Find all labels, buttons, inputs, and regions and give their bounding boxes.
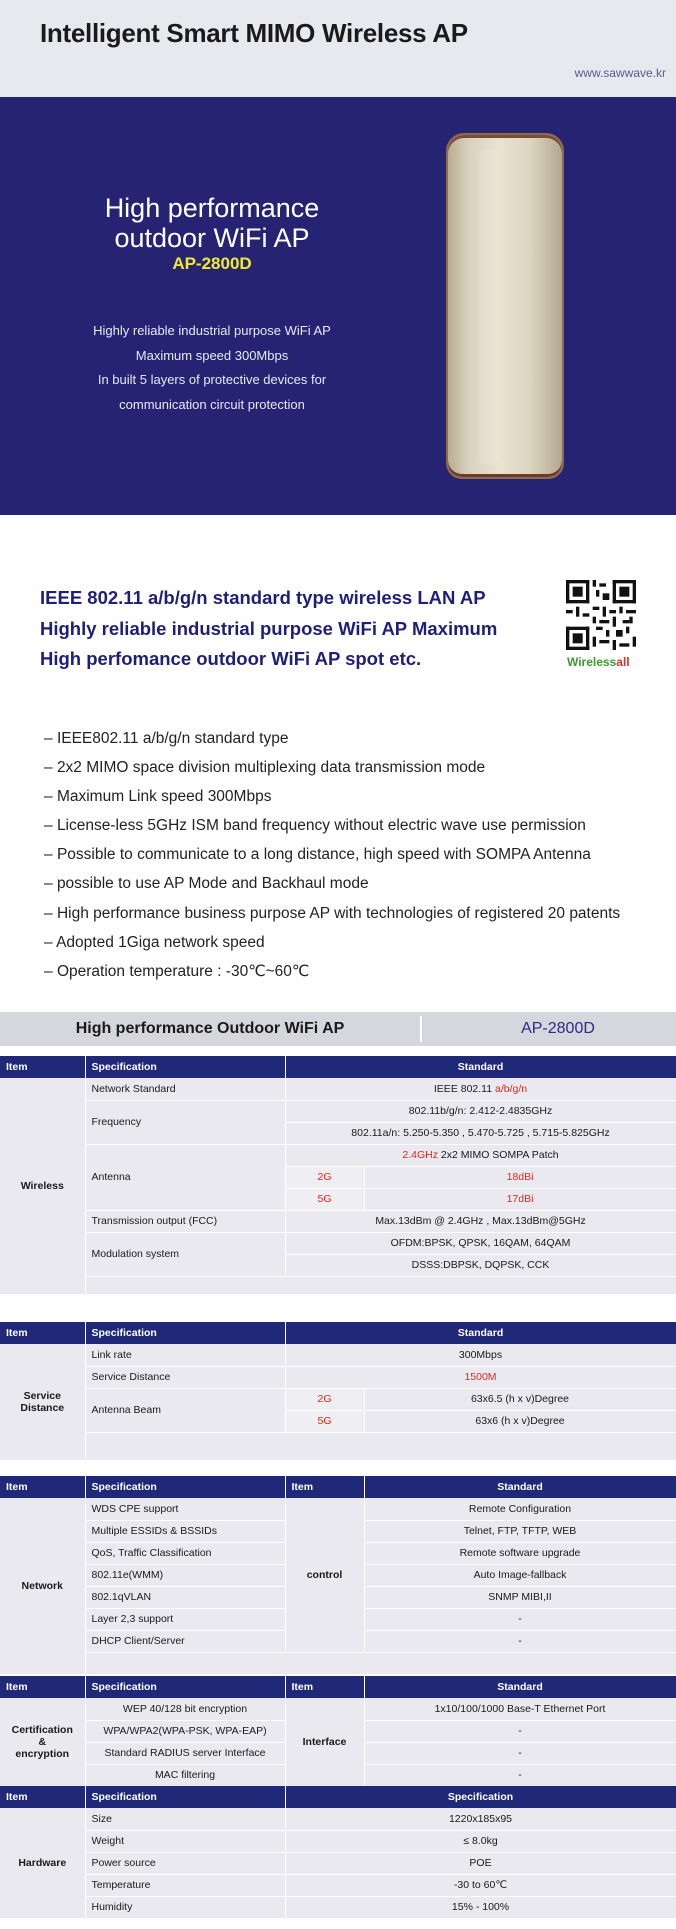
spec-label: Network Standard (85, 1078, 285, 1100)
feature-item: – License-less 5GHz ISM band frequency without electric wave use permission (44, 811, 620, 840)
spec-value: 18dBi (364, 1166, 676, 1188)
column-header-spec: Specification (85, 1056, 285, 1078)
column-header-spec: Specification (85, 1322, 285, 1344)
column-header-item: Item (0, 1322, 85, 1344)
spacer (85, 1652, 676, 1674)
spec-table-title-bar (0, 1012, 676, 1046)
spec-label: Temperature (85, 1874, 285, 1896)
spec-value: Telnet, FTP, TFTP, WEB (364, 1520, 676, 1542)
spec-value: 15% - 100% (285, 1896, 676, 1918)
spec-label: DHCP Client/Server (85, 1630, 285, 1652)
spec-label: Size (85, 1808, 285, 1830)
spec-value: Remote software upgrade (364, 1542, 676, 1564)
intro-headlines (40, 583, 497, 675)
spec-label: 802.11e(WMM) (85, 1564, 285, 1586)
spec-value: 1x10/100/1000 Base-T Ethernet Port (364, 1698, 676, 1720)
wireless-spec-table (0, 1056, 676, 1295)
spec-table-title: High performance Outdoor WiFi AP (75, 1020, 345, 1037)
spec-label: Frequency (85, 1100, 285, 1144)
category-hardware: Hardware (0, 1808, 85, 1918)
spec-value: 17dBi (364, 1188, 676, 1210)
spec-value: 802.11b/g/n: 2.412-2.4835GHz (285, 1100, 676, 1122)
intro-line: IEEE 802.11 a/b/g/n standard type wireless LAN AP (40, 587, 486, 608)
feature-item: – possible to use AP Mode and Backhaul mode (44, 869, 620, 898)
qr-code-caption (567, 655, 630, 669)
band-label: 2G (285, 1166, 364, 1188)
hero-headline (0, 193, 424, 253)
column-header-item: Item (285, 1676, 364, 1698)
hero-desc-line: Highly reliable industrial purpose WiFi AP (93, 323, 331, 338)
category-control: control (285, 1498, 364, 1652)
hero-desc-line: In built 5 layers of protective devices for (97, 372, 327, 387)
category-interface: Interface (285, 1698, 364, 1786)
spec-value: IEEE 802.11 a/b/g/n (285, 1078, 676, 1100)
spec-value: DSSS:DBPSK, DQPSK, CCK (285, 1254, 676, 1276)
feature-item: – Adopted 1Giga network speed (44, 928, 620, 957)
hero-headline-line-2: outdoor WiFi AP (114, 223, 310, 253)
hero-description (0, 319, 424, 417)
hardware-spec-table (0, 1786, 676, 1919)
column-header-item: Item (285, 1476, 364, 1498)
hero-desc-line: Maximum speed 300Mbps (135, 347, 289, 363)
column-header-item: Item (0, 1056, 85, 1078)
spec-label: Layer 2,3 support (85, 1608, 285, 1630)
feature-item: – Operation temperature : -30℃~60℃ (44, 957, 620, 986)
feature-item: – 2x2 MIMO space division multiplexing data transmission mode (44, 753, 620, 782)
spec-value: 1500M (285, 1366, 676, 1388)
spec-value: - (364, 1608, 676, 1630)
spec-value: - (364, 1720, 676, 1742)
page-title: Intelligent Smart MIMO Wireless AP (40, 18, 468, 48)
network-spec-table (0, 1476, 676, 1675)
feature-item: – Possible to communicate to a long distance, high speed with SOMPA Antenna (44, 840, 620, 869)
column-header-item: Item (0, 1476, 85, 1498)
spec-value: Remote Configuration (364, 1498, 676, 1520)
spec-table-model: AP-2800D (521, 1020, 595, 1037)
column-header-spec: Specification (85, 1676, 285, 1698)
hero-banner (0, 97, 676, 515)
spec-label: MAC filtering (85, 1764, 285, 1786)
spec-value: 2.4GHz 2x2 MIMO SOMPA Patch (285, 1144, 676, 1166)
hero-model-name: AP-2800D (172, 254, 252, 273)
column-header-spec: Specification (85, 1786, 285, 1808)
band-label: 5G (285, 1188, 364, 1210)
category-wireless: Wireless (0, 1078, 85, 1294)
spec-value: - (364, 1630, 676, 1652)
spec-label: WEP 40/128 bit encryption (85, 1698, 285, 1720)
spec-label: Transmission output (FCC) (85, 1210, 285, 1232)
category-network: Network (0, 1498, 85, 1674)
column-header-standard: Standard (285, 1322, 676, 1344)
spec-value: POE (285, 1852, 676, 1874)
product-image (446, 133, 564, 479)
spec-label: Modulation system (85, 1232, 285, 1276)
spec-value: Auto Image-fallback (364, 1564, 676, 1586)
qr-label-accent: all (616, 655, 630, 669)
spec-value: 63x6.5 (h x v)Degree (364, 1388, 676, 1410)
spec-label: Link rate (85, 1344, 285, 1366)
spec-value: 802.11a/n: 5.250-5.350 , 5.470-5.725 , 5.715-5.825GHz (285, 1122, 676, 1144)
page-header (0, 0, 676, 97)
spec-value: OFDM:BPSK, QPSK, 16QAM, 64QAM (285, 1232, 676, 1254)
website-link[interactable]: www.sawwave.kr (574, 66, 666, 80)
title-divider (420, 1016, 422, 1042)
column-header-standard: Standard (285, 1056, 676, 1078)
spec-label: QoS, Traffic Classification (85, 1542, 285, 1564)
feature-item: – IEEE802.11 a/b/g/n standard type (44, 724, 620, 753)
band-label: 2G (285, 1388, 364, 1410)
spec-value: - (364, 1764, 676, 1786)
feature-item: – Maximum Link speed 300Mbps (44, 782, 620, 811)
category-certification: Certification & encryption (0, 1698, 85, 1786)
spec-value: - (364, 1742, 676, 1764)
spec-value: 1220x185x95 (285, 1808, 676, 1830)
feature-item: – High performance business purpose AP with technologies of registered 20 patents (44, 899, 620, 928)
spec-value: Max.13dBm @ 2.4GHz , Max.13dBm@5GHz (285, 1210, 676, 1232)
hero-headline-line-1: High performance (104, 193, 320, 223)
spec-label: Weight (85, 1830, 285, 1852)
spec-label: Humidity (85, 1896, 285, 1918)
spacer (85, 1276, 676, 1294)
spec-value: 300Mbps (285, 1344, 676, 1366)
feature-list (44, 724, 620, 986)
band-label: 5G (285, 1410, 364, 1432)
qr-code-icon (566, 580, 636, 650)
spec-label: 802.1qVLAN (85, 1586, 285, 1608)
spacer (85, 1432, 676, 1460)
column-header-specification: Specification (285, 1786, 676, 1808)
intro-line: Highly reliable industrial purpose WiFi AP Maximum (40, 617, 498, 639)
spec-label: Service Distance (85, 1366, 285, 1388)
certification-spec-table (0, 1676, 676, 1787)
hero-desc-line: communication circuit protection (119, 396, 305, 412)
column-header-item: Item (0, 1786, 85, 1808)
spec-value: 63x6 (h x v)Degree (364, 1410, 676, 1432)
spec-label: Power source (85, 1852, 285, 1874)
spec-label: Antenna Beam (85, 1388, 285, 1432)
column-header-spec: Specification (85, 1476, 285, 1498)
spec-label: WDS CPE support (85, 1498, 285, 1520)
column-header-standard: Standard (364, 1476, 676, 1498)
qr-label-main: Wireless (567, 655, 617, 669)
spec-label: Standard RADIUS server Interface (85, 1742, 285, 1764)
spec-value: -30 to 60℃ (285, 1874, 676, 1896)
category-service-distance: Service Distance (0, 1344, 85, 1460)
product-image-highlight (478, 149, 500, 465)
spec-label: Multiple ESSIDs & BSSIDs (85, 1520, 285, 1542)
column-header-item: Item (0, 1676, 85, 1698)
intro-line: High perfomance outdoor WiFi AP spot etc. (40, 648, 422, 669)
spec-label: WPA/WPA2(WPA-PSK, WPA-EAP) (85, 1720, 285, 1742)
service-spec-table (0, 1322, 676, 1461)
column-header-standard: Standard (364, 1676, 676, 1698)
spec-value: ≤ 8.0kg (285, 1830, 676, 1852)
spec-value: SNMP MIBI,II (364, 1586, 676, 1608)
spec-label: Antenna (85, 1144, 285, 1210)
